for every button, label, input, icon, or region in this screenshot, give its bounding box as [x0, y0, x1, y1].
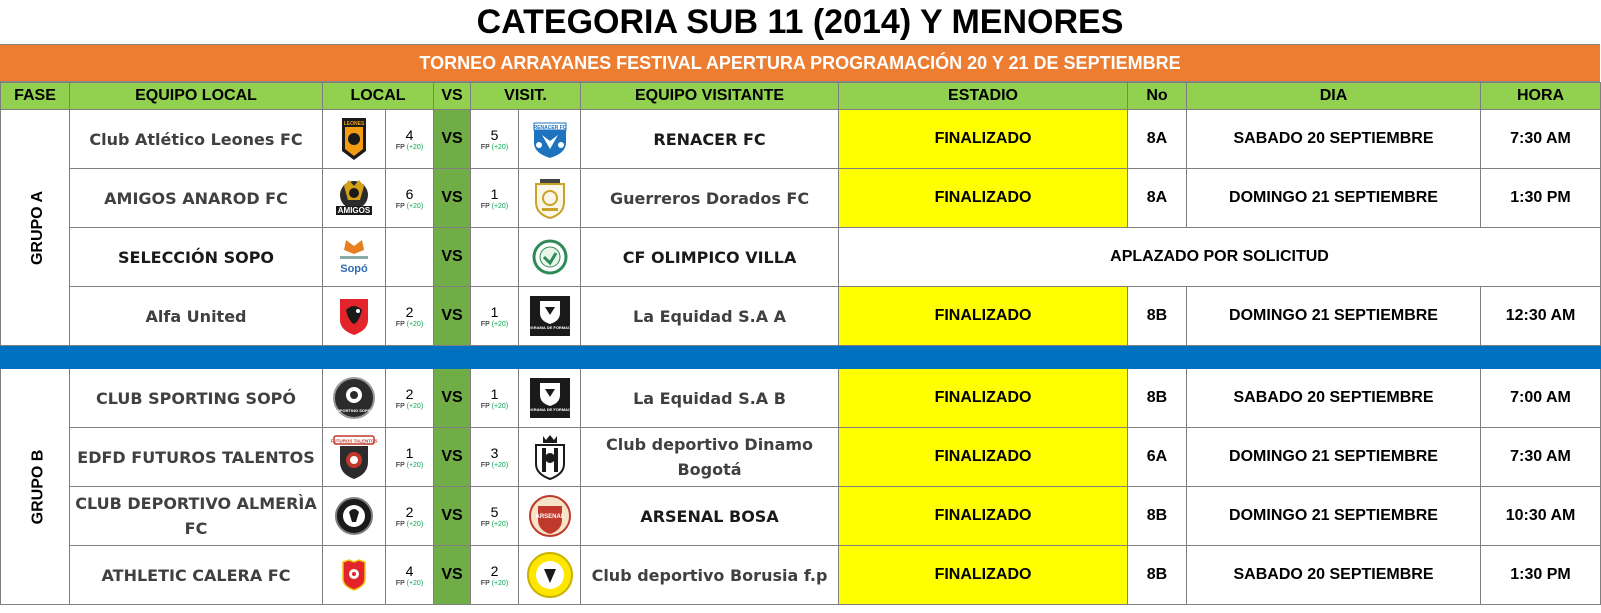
field-number: 8B: [1128, 487, 1187, 546]
stadium-status: FINALIZADO: [839, 287, 1128, 346]
home-logo-cell: [323, 546, 386, 605]
home-logo-cell: [323, 487, 386, 546]
away-team: CF OLIMPICO VILLA: [581, 228, 839, 287]
home-score-cell: [386, 228, 434, 287]
fp-label: FP: [395, 403, 405, 410]
away-logo-cell: [519, 546, 581, 605]
fp-label: FP: [480, 203, 490, 210]
guerreros-crest-icon: [530, 189, 570, 206]
stadium-status: FINALIZADO: [839, 110, 1128, 169]
home-goals: 2: [405, 386, 414, 402]
fp-label: FP: [480, 580, 490, 587]
fp-label: FP: [395, 144, 405, 151]
home-goals: 1: [405, 445, 414, 461]
group-label-cell: [1, 369, 70, 605]
crest-lettering: Sopó: [340, 263, 368, 275]
col-header-fase: FASE: [1, 83, 70, 110]
fp-value: (+20): [406, 203, 424, 210]
match-day: SABADO 20 SEPTIEMBRE: [1187, 110, 1481, 169]
home-score-cell: [386, 287, 434, 346]
fp-label: FP: [480, 521, 490, 528]
away-goals: 5: [490, 504, 499, 520]
field-number: 8B: [1128, 546, 1187, 605]
fp-label: FP: [395, 462, 405, 469]
table-row: [1, 487, 1601, 546]
away-score-cell: [471, 487, 519, 546]
match-day: DOMINGO 21 SEPTIEMBRE: [1187, 487, 1481, 546]
away-team: ARSENAL BOSA: [581, 487, 839, 546]
home-score-cell: [386, 428, 434, 487]
calera-crest-icon: [341, 566, 367, 583]
fp-value: (+20): [406, 321, 424, 328]
home-team: Club Atlético Leones FC: [70, 110, 323, 169]
table-row: [1, 428, 1601, 487]
home-fp-note: [386, 461, 433, 471]
crest-lettering: PROGRAMA DE FORMACIÓN: [521, 407, 578, 412]
vs-cell: VS: [434, 546, 471, 605]
match-day: DOMINGO 21 SEPTIEMBRE: [1187, 428, 1481, 487]
field-number: 8A: [1128, 169, 1187, 228]
col-header-local: LOCAL: [323, 83, 434, 110]
away-team: RENACER FC: [581, 110, 839, 169]
home-score-cell: [386, 110, 434, 169]
away-fp-note: [471, 320, 518, 330]
away-team: Guerreros Dorados FC: [581, 169, 839, 228]
field-number: 8B: [1128, 369, 1187, 428]
col-header-visit: VISIT.: [471, 83, 581, 110]
match-day: DOMINGO 21 SEPTIEMBRE: [1187, 169, 1481, 228]
group-label-cell: [1, 110, 70, 346]
leones-crest-icon: [341, 121, 367, 147]
group-label: GRUPO B: [29, 449, 47, 524]
away-goals: 5: [490, 127, 499, 143]
col-header-estadio: ESTADIO: [839, 83, 1128, 110]
stadium-status: FINALIZADO: [839, 369, 1128, 428]
away-team: Club deportivo Borusia f.p: [581, 546, 839, 605]
almeria-crest-icon: [334, 507, 374, 524]
fp-label: FP: [395, 580, 405, 587]
home-team: CLUB DEPORTIVO ALMERÌA FC: [70, 487, 323, 546]
fp-value: (+20): [406, 144, 424, 151]
equidad-crest-icon: [521, 389, 578, 412]
stadium-status: FINALIZADO: [839, 428, 1128, 487]
equidad-crest-icon: [521, 307, 578, 330]
away-score-cell: [471, 287, 519, 346]
fp-value: (+20): [491, 403, 509, 410]
away-score-cell: [471, 369, 519, 428]
futuros-crest-icon: [330, 438, 378, 465]
col-header-equipo-visitante: EQUIPO VISITANTE: [581, 83, 839, 110]
col-header-dia: DIA: [1187, 83, 1481, 110]
crest-lettering: LEONES: [343, 121, 365, 127]
away-logo-cell: [519, 110, 581, 169]
away-team: La Equidad S.A A: [581, 287, 839, 346]
away-fp-note: [471, 402, 518, 412]
group-label: GRUPO A: [29, 190, 47, 265]
home-logo-cell: [323, 287, 386, 346]
away-score-cell: [471, 110, 519, 169]
renacer-crest-icon: [530, 125, 570, 147]
away-fp-note: [471, 520, 518, 530]
crest-lettering: AMIGOS: [337, 206, 371, 215]
match-hour: 7:00 AM: [1481, 369, 1601, 428]
dinamo-crest-icon: [533, 448, 567, 465]
home-score-cell: [386, 369, 434, 428]
fp-value: (+20): [406, 521, 424, 528]
fp-value: (+20): [491, 462, 509, 469]
field-number: 6A: [1128, 428, 1187, 487]
away-fp-note: [471, 579, 518, 589]
header-row: [1, 83, 1601, 110]
col-header-hora: HORA: [1481, 83, 1601, 110]
schedule-body: [1, 110, 1601, 605]
field-number: 8A: [1128, 110, 1187, 169]
home-fp-note: [386, 143, 433, 153]
table-row: [1, 169, 1601, 228]
crest-lettering: RENACER FC: [533, 125, 566, 131]
col-header-vs: VS: [434, 83, 471, 110]
borusia-crest-icon: [526, 566, 574, 583]
home-goals: 4: [405, 563, 414, 579]
match-day: DOMINGO 21 SEPTIEMBRE: [1187, 287, 1481, 346]
page-title: CATEGORIA SUB 11 (2014) Y MENORES: [476, 2, 1124, 41]
home-fp-note: [386, 520, 433, 530]
alfa-crest-icon: [337, 307, 371, 324]
home-team: SELECCIÓN SOPO: [70, 228, 323, 287]
arsenal-crest-icon: [528, 507, 572, 524]
home-logo-cell: [323, 228, 386, 287]
table-row: [1, 110, 1601, 169]
home-team: EDFD FUTUROS TALENTOS: [70, 428, 323, 487]
fp-label: FP: [395, 321, 405, 328]
home-logo-cell: [323, 110, 386, 169]
home-logo-cell: [323, 369, 386, 428]
stadium-status: FINALIZADO: [839, 487, 1128, 546]
group-separator: [1, 346, 1601, 369]
vs-cell: VS: [434, 287, 471, 346]
col-header-no: No: [1128, 83, 1187, 110]
tournament-subtitle: TORNEO ARRAYANES FESTIVAL APERTURA PROGRAMACIÓN 20 Y 21 DE SEPTIEMBRE: [0, 44, 1600, 82]
match-hour: 7:30 AM: [1481, 428, 1601, 487]
table-row: [1, 369, 1601, 428]
away-goals: 1: [490, 304, 499, 320]
match-day: SABADO 20 SEPTIEMBRE: [1187, 369, 1481, 428]
fp-value: (+20): [491, 203, 509, 210]
vs-cell: VS: [434, 428, 471, 487]
home-team: AMIGOS ANAROD FC: [70, 169, 323, 228]
away-goals: 1: [490, 386, 499, 402]
table-row: [1, 546, 1601, 605]
fp-label: FP: [395, 203, 405, 210]
away-logo-cell: [519, 487, 581, 546]
away-score-cell: [471, 546, 519, 605]
crest-lettering: PROGRAMA DE FORMACIÓN: [521, 325, 578, 330]
home-team: ATHLETIC CALERA FC: [70, 546, 323, 605]
col-header-equipo-local: EQUIPO LOCAL: [70, 83, 323, 110]
crest-lettering: SPORTING SOPÓ: [337, 408, 371, 413]
match-hour: 1:30 PM: [1481, 546, 1601, 605]
home-goals: 4: [405, 127, 414, 143]
away-team: Club deportivo Dinamo Bogotá: [581, 428, 839, 487]
away-score-cell: [471, 169, 519, 228]
away-score-cell: [471, 428, 519, 487]
away-logo-cell: [519, 428, 581, 487]
fp-label: FP: [480, 144, 490, 151]
amigos-crest-icon: [332, 189, 376, 215]
fp-value: (+20): [406, 403, 424, 410]
match-hour: 7:30 AM: [1481, 110, 1601, 169]
home-fp-note: [386, 579, 433, 589]
away-logo-cell: [519, 287, 581, 346]
home-score-cell: [386, 487, 434, 546]
home-fp-note: [386, 202, 433, 212]
sopo-crest-icon: [336, 248, 372, 275]
away-logo-cell: [519, 228, 581, 287]
field-number: 8B: [1128, 287, 1187, 346]
home-score-cell: [386, 546, 434, 605]
away-logo-cell: [519, 169, 581, 228]
crest-lettering: ARSENAL: [535, 514, 565, 520]
away-team: La Equidad S.A B: [581, 369, 839, 428]
fp-label: FP: [480, 462, 490, 469]
home-score-cell: [386, 169, 434, 228]
schedule-table: [0, 82, 1601, 605]
away-goals: 1: [490, 186, 499, 202]
fp-value: (+20): [406, 462, 424, 469]
fp-value: (+20): [406, 580, 424, 587]
fp-value: (+20): [491, 521, 509, 528]
away-score-cell: [471, 228, 519, 287]
match-hour: 10:30 AM: [1481, 487, 1601, 546]
match-hour: 12:30 AM: [1481, 287, 1601, 346]
away-fp-note: [471, 202, 518, 212]
home-logo-cell: [323, 428, 386, 487]
home-logo-cell: [323, 169, 386, 228]
stadium-status: FINALIZADO: [839, 546, 1128, 605]
vs-cell: VS: [434, 169, 471, 228]
match-hour: 1:30 PM: [1481, 169, 1601, 228]
olimpico-crest-icon: [532, 248, 568, 265]
away-fp-note: [471, 461, 518, 471]
vs-cell: VS: [434, 487, 471, 546]
sporting-crest-icon: [332, 389, 376, 413]
fp-value: (+20): [491, 580, 509, 587]
table-row: [1, 287, 1601, 346]
home-goals: 6: [405, 186, 414, 202]
home-fp-note: [386, 320, 433, 330]
away-fp-note: [471, 143, 518, 153]
home-fp-note: [386, 402, 433, 412]
home-team: Alfa United: [70, 287, 323, 346]
separator-bar: [1, 346, 1601, 369]
home-team: CLUB SPORTING SOPÓ: [70, 369, 323, 428]
home-goals: 2: [405, 304, 414, 320]
vs-cell: VS: [434, 110, 471, 169]
fp-label: FP: [480, 403, 490, 410]
fp-value: (+20): [491, 144, 509, 151]
table-row: [1, 228, 1601, 287]
postponed-status: APLAZADO POR SOLICITUD: [839, 228, 1601, 287]
fp-label: FP: [395, 521, 405, 528]
stadium-status: FINALIZADO: [839, 169, 1128, 228]
crest-lettering: FUTUROS TALENTOS: [330, 438, 378, 444]
match-day: SABADO 20 SEPTIEMBRE: [1187, 546, 1481, 605]
fp-label: FP: [480, 321, 490, 328]
home-goals: 2: [405, 504, 414, 520]
vs-cell: VS: [434, 369, 471, 428]
away-goals: 2: [490, 563, 499, 579]
vs-cell: VS: [434, 228, 471, 287]
away-goals: 3: [490, 445, 499, 461]
away-logo-cell: [519, 369, 581, 428]
fp-value: (+20): [491, 321, 509, 328]
